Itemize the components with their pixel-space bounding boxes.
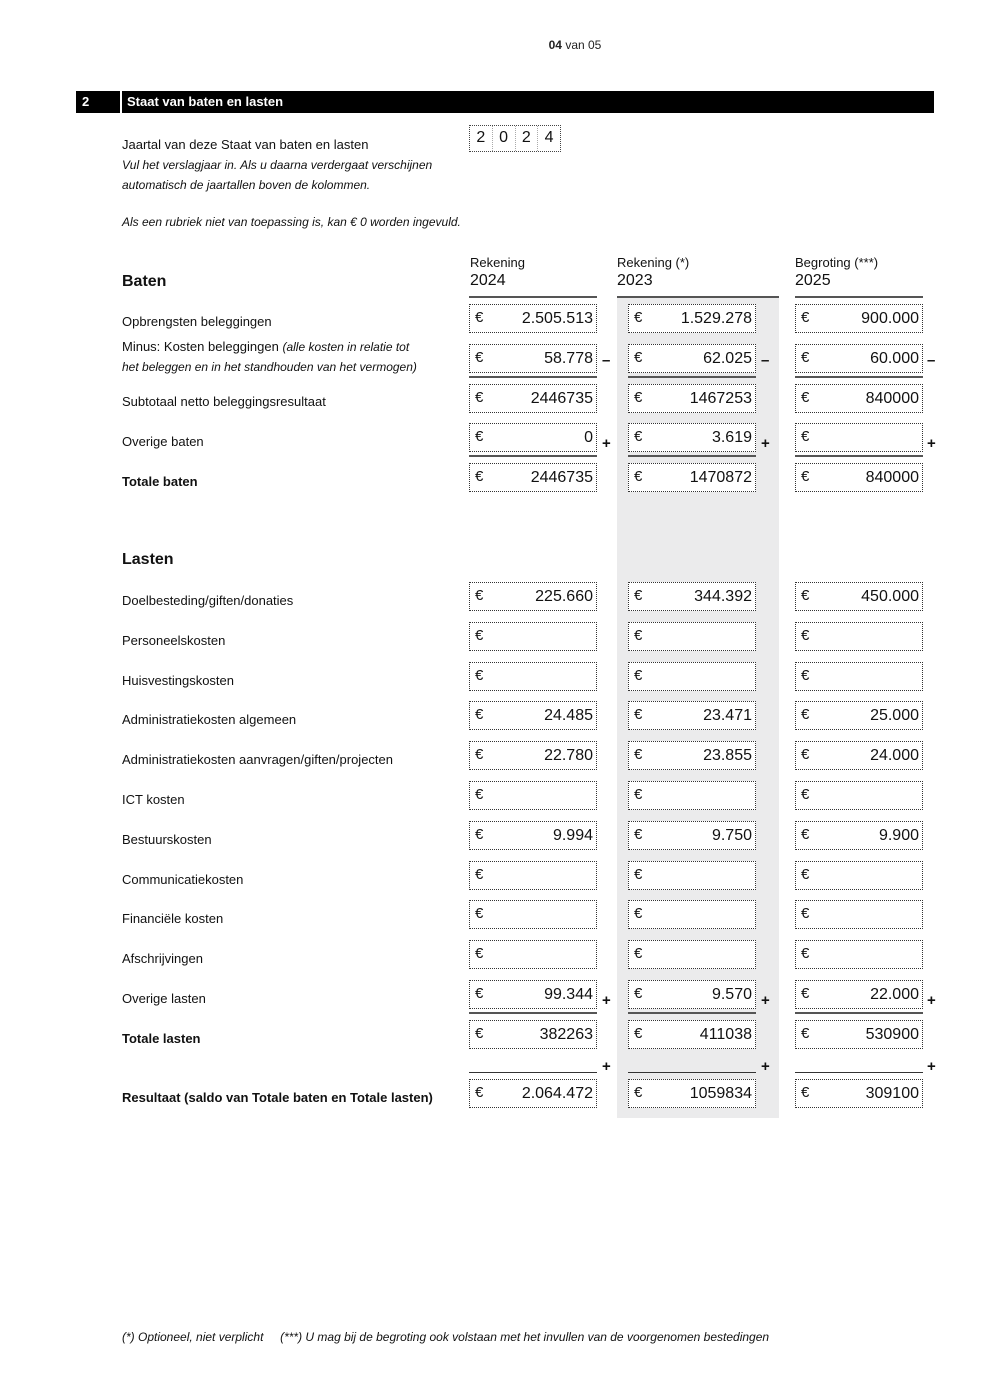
amount-field[interactable]	[795, 463, 923, 492]
amount-field[interactable]	[795, 344, 923, 373]
sum-rule	[628, 376, 756, 378]
amount-field[interactable]	[795, 861, 923, 890]
year-label: Jaartal van deze Staat van baten en lasten	[122, 137, 369, 152]
euro-symbol: €	[634, 1084, 643, 1101]
euro-symbol: €	[634, 468, 643, 485]
euro-symbol: €	[475, 746, 484, 763]
amount-field[interactable]	[628, 1020, 756, 1049]
amount-value[interactable]: 840000	[865, 469, 919, 486]
row-label	[122, 870, 243, 890]
section-divider	[120, 91, 122, 113]
amount-field[interactable]	[469, 1079, 597, 1108]
euro-symbol: €	[634, 428, 643, 445]
euro-symbol: €	[634, 746, 643, 763]
amount-field[interactable]	[628, 423, 756, 452]
row-label	[122, 750, 393, 770]
row-label	[122, 392, 326, 412]
lasten-title: Lasten	[122, 551, 174, 568]
euro-symbol: €	[634, 706, 643, 723]
row-label	[122, 790, 185, 810]
minus-operator: –	[602, 352, 611, 369]
amount-field[interactable]	[469, 463, 597, 492]
amount-field[interactable]	[628, 1079, 756, 1108]
amount-value[interactable]: 9.750	[711, 827, 752, 844]
amount-value[interactable]: 1.529.278	[680, 310, 752, 327]
plus-operator: +	[602, 435, 611, 452]
euro-symbol: €	[634, 826, 643, 843]
amount-value[interactable]: 1059834	[689, 1085, 752, 1102]
amount-field[interactable]	[469, 741, 597, 770]
amount-value[interactable]: 530900	[865, 1026, 919, 1043]
euro-symbol: €	[475, 349, 484, 366]
euro-symbol: €	[634, 786, 643, 803]
amount-value[interactable]: 22.780	[544, 747, 593, 764]
amount-field[interactable]	[795, 622, 923, 651]
euro-symbol: €	[801, 1084, 810, 1101]
euro-symbol: €	[475, 826, 484, 843]
section-title: Staat van baten en lasten	[127, 94, 284, 109]
euro-symbol: €	[475, 985, 484, 1002]
amount-field[interactable]	[628, 900, 756, 929]
euro-symbol: €	[475, 1025, 484, 1042]
amount-field[interactable]	[469, 900, 597, 929]
amount-field[interactable]	[795, 384, 923, 413]
amount-field[interactable]	[795, 662, 923, 691]
row-label-text: Financiële kosten	[122, 911, 224, 926]
row-label-text: Resultaat (saldo van Totale baten en Totale lasten)	[122, 1090, 433, 1105]
year-intro	[122, 135, 432, 195]
row-label	[122, 830, 212, 850]
euro-symbol: €	[475, 706, 484, 723]
amount-field[interactable]	[469, 821, 597, 850]
column-rule	[469, 296, 597, 298]
amount-field[interactable]	[795, 1079, 923, 1108]
row-label	[122, 989, 206, 1009]
amount-value[interactable]: 23.471	[703, 707, 752, 724]
row-label	[122, 710, 296, 730]
amount-field[interactable]	[469, 781, 597, 810]
amount-field[interactable]	[469, 980, 597, 1009]
amount-field[interactable]	[628, 741, 756, 770]
euro-symbol: €	[475, 389, 484, 406]
euro-symbol: €	[801, 587, 810, 604]
plus-operator: +	[761, 435, 770, 452]
amount-field[interactable]	[628, 980, 756, 1009]
euro-symbol: €	[475, 468, 484, 485]
amount-value[interactable]: 60.000	[870, 350, 919, 367]
footnote-optional: (*) Optioneel, niet verplicht	[122, 1330, 264, 1344]
row-label	[122, 909, 223, 929]
amount-field[interactable]	[628, 781, 756, 810]
amount-field[interactable]	[795, 821, 923, 850]
amount-field[interactable]	[469, 940, 597, 969]
section-number: 2	[82, 94, 90, 109]
amount-value[interactable]: 225.660	[535, 588, 593, 605]
euro-symbol: €	[634, 1025, 643, 1042]
total-rule	[469, 1072, 597, 1073]
row-label-note: (alle kosten in relatie tot	[282, 340, 410, 354]
euro-symbol: €	[475, 428, 484, 445]
row-label-note: het beleggen en in het standhouden van het vermogen)	[122, 360, 417, 374]
year-digit[interactable]: 0	[493, 126, 516, 151]
euro-symbol: €	[475, 309, 484, 326]
row-label-text: Overige lasten	[122, 991, 206, 1006]
amount-value[interactable]: 24.485	[544, 707, 593, 724]
euro-symbol: €	[475, 945, 484, 962]
plus-operator: +	[602, 1058, 611, 1075]
amount-field[interactable]	[469, 861, 597, 890]
euro-symbol: €	[801, 309, 810, 326]
amount-field[interactable]	[469, 344, 597, 373]
amount-field[interactable]	[628, 861, 756, 890]
amount-value[interactable]: 9.994	[552, 827, 593, 844]
row-label	[122, 432, 204, 452]
row-label	[122, 671, 234, 691]
plus-operator: +	[927, 435, 936, 452]
column-label: Begroting (***)	[795, 255, 879, 270]
euro-symbol: €	[634, 627, 643, 644]
amount-value[interactable]: 382263	[539, 1026, 593, 1043]
row-label	[122, 337, 417, 377]
amount-value[interactable]: 411038	[699, 1026, 752, 1043]
euro-symbol: €	[634, 667, 643, 684]
year-help-1: Vul het verslagjaar in. Als u daarna verdergaat verschijnen	[122, 158, 433, 172]
euro-symbol: €	[801, 746, 810, 763]
row-label	[122, 1029, 201, 1049]
row-label-text: Communicatiekosten	[122, 872, 244, 887]
amount-value[interactable]: 9.900	[878, 827, 919, 844]
sum-rule	[795, 376, 923, 378]
minus-operator: –	[761, 352, 770, 369]
amount-field[interactable]	[795, 701, 923, 730]
footnote-begroting: (***) U mag bij de begroting ook volstaan met het invullen van de voorgenomen bestedingen	[280, 1330, 770, 1344]
row-label-text: Huisvestingskosten	[122, 673, 234, 688]
column-label: Rekening (*)	[617, 255, 690, 270]
euro-symbol: €	[634, 905, 643, 922]
row-label	[122, 631, 225, 651]
sum-rule	[469, 1012, 597, 1014]
section-header	[76, 91, 934, 113]
amount-field[interactable]	[795, 940, 923, 969]
zero-note: Als een rubriek niet van toepassing is, kan € 0 worden ingevuld.	[122, 215, 461, 229]
amount-value[interactable]: 900.000	[861, 310, 919, 327]
plus-operator: +	[602, 992, 611, 1009]
row-label-text: Administratiekosten algemeen	[122, 712, 297, 727]
euro-symbol: €	[801, 468, 810, 485]
plus-operator: +	[761, 1058, 770, 1075]
amount-field[interactable]	[469, 304, 597, 333]
sum-rule	[469, 376, 597, 378]
row-label-text: Subtotaal netto beleggingsresultaat	[122, 394, 326, 409]
page-current: 04	[548, 38, 562, 52]
column-year: 2025	[795, 272, 831, 289]
sum-rule	[469, 455, 597, 457]
amount-field[interactable]	[795, 304, 923, 333]
amount-field[interactable]	[628, 344, 756, 373]
amount-field[interactable]	[628, 582, 756, 611]
column-header-begroting-2025	[795, 255, 878, 290]
amount-value[interactable]: 1467253	[689, 390, 752, 407]
minus-operator: –	[927, 352, 936, 369]
row-label-text: Totale lasten	[122, 1031, 201, 1046]
amount-value[interactable]: 23.855	[703, 747, 752, 764]
year-help-2: automatisch de jaartallen boven de kolommen.	[122, 178, 371, 192]
amount-field[interactable]	[628, 940, 756, 969]
amount-value[interactable]: 2.505.513	[521, 310, 593, 327]
euro-symbol: €	[475, 667, 484, 684]
euro-symbol: €	[475, 1084, 484, 1101]
column-header-rekening-2023	[617, 255, 689, 290]
row-label	[122, 312, 272, 332]
total-rule	[795, 1072, 923, 1073]
amount-field[interactable]	[469, 622, 597, 651]
euro-symbol: €	[801, 786, 810, 803]
euro-symbol: €	[801, 945, 810, 962]
total-rule	[628, 1072, 756, 1073]
euro-symbol: €	[634, 985, 643, 1002]
amount-field[interactable]	[795, 980, 923, 1009]
euro-symbol: €	[801, 349, 810, 366]
euro-symbol: €	[801, 389, 810, 406]
amount-field[interactable]	[469, 582, 597, 611]
column-year: 2024	[470, 272, 506, 289]
amount-field[interactable]	[469, 701, 597, 730]
year-input[interactable]	[469, 125, 561, 152]
amount-value[interactable]: 2446735	[530, 469, 593, 486]
euro-symbol: €	[634, 945, 643, 962]
sum-rule	[795, 455, 923, 457]
euro-symbol: €	[634, 587, 643, 604]
amount-value[interactable]: 840000	[865, 390, 919, 407]
amount-field[interactable]	[628, 821, 756, 850]
euro-symbol: €	[801, 706, 810, 723]
column-rule	[795, 296, 923, 298]
amount-field[interactable]	[795, 781, 923, 810]
plus-operator: +	[927, 992, 936, 1009]
amount-value[interactable]: 3.619	[711, 429, 752, 446]
row-label-text: Doelbesteding/giften/donaties	[122, 593, 294, 608]
sum-rule	[795, 1012, 923, 1014]
year-digit[interactable]: 2	[516, 126, 539, 151]
column-year: 2023	[617, 272, 653, 289]
amount-value[interactable]: 62.025	[703, 350, 752, 367]
amount-value[interactable]: 9.570	[711, 986, 752, 1003]
euro-symbol: €	[634, 866, 643, 883]
row-label-text: Personeelskosten	[122, 633, 226, 648]
euro-symbol: €	[634, 309, 643, 326]
euro-symbol: €	[475, 866, 484, 883]
amount-field[interactable]	[795, 741, 923, 770]
euro-symbol: €	[801, 627, 810, 644]
amount-value[interactable]: 1470872	[689, 469, 752, 486]
euro-symbol: €	[475, 587, 484, 604]
amount-field[interactable]	[795, 1020, 923, 1049]
euro-symbol: €	[475, 786, 484, 803]
page-total: van 05	[565, 38, 602, 52]
column-header-rekening-2024	[470, 255, 525, 290]
amount-value[interactable]: 22.000	[870, 986, 919, 1003]
row-label	[122, 949, 203, 969]
column-label: Rekening	[470, 255, 525, 270]
year-digit[interactable]: 4	[544, 129, 554, 146]
year-digit[interactable]: 2	[470, 126, 493, 151]
row-label-text: Afschrijvingen	[122, 951, 203, 966]
amount-field[interactable]	[628, 463, 756, 492]
sum-rule	[628, 455, 756, 457]
row-label-text: Totale baten	[122, 474, 198, 489]
amount-value[interactable]: 99.344	[544, 986, 593, 1003]
amount-value[interactable]: 2.064.472	[521, 1085, 593, 1102]
amount-field[interactable]	[795, 423, 923, 452]
amount-field[interactable]	[469, 1020, 597, 1049]
amount-value[interactable]: 25.000	[870, 707, 919, 724]
amount-value[interactable]: 309100	[865, 1085, 919, 1102]
amount-field[interactable]	[628, 662, 756, 691]
plus-operator: +	[927, 1058, 936, 1075]
euro-symbol: €	[634, 349, 643, 366]
amount-value[interactable]: 58.778	[544, 350, 593, 367]
row-label-text: Bestuurskosten	[122, 832, 212, 847]
amount-value[interactable]: 344.392	[694, 588, 752, 605]
amount-value[interactable]: 2446735	[530, 390, 593, 407]
euro-symbol: €	[801, 985, 810, 1002]
row-label-text: Opbrengsten beleggingen	[122, 314, 272, 329]
euro-symbol: €	[634, 389, 643, 406]
row-label-text: ICT kosten	[122, 792, 185, 807]
euro-symbol: €	[801, 667, 810, 684]
euro-symbol: €	[801, 428, 810, 445]
row-label	[122, 1088, 433, 1108]
column-rule	[617, 296, 779, 298]
euro-symbol: €	[801, 1025, 810, 1042]
row-label-text: Minus: Kosten beleggingen	[122, 339, 283, 354]
plus-operator: +	[761, 992, 770, 1009]
amount-field[interactable]	[628, 701, 756, 730]
sum-rule	[628, 1012, 756, 1014]
euro-symbol: €	[475, 627, 484, 644]
amount-field[interactable]	[795, 900, 923, 929]
page-indicator	[0, 38, 986, 52]
footnotes	[122, 1330, 769, 1344]
amount-field[interactable]	[469, 662, 597, 691]
row-label	[122, 591, 293, 611]
baten-title: Baten	[122, 273, 167, 290]
amount-value[interactable]: 450.000	[861, 588, 919, 605]
amount-field[interactable]	[628, 622, 756, 651]
amount-field[interactable]	[628, 304, 756, 333]
amount-field[interactable]	[469, 384, 597, 413]
euro-symbol: €	[801, 826, 810, 843]
euro-symbol: €	[801, 866, 810, 883]
amount-field[interactable]	[628, 384, 756, 413]
amount-value[interactable]: 24.000	[870, 747, 919, 764]
euro-symbol: €	[801, 905, 810, 922]
row-label	[122, 472, 198, 492]
amount-field[interactable]	[795, 582, 923, 611]
euro-symbol: €	[475, 905, 484, 922]
amount-value[interactable]: 0	[584, 429, 593, 446]
amount-field[interactable]	[469, 423, 597, 452]
row-label-text: Administratiekosten aanvragen/giften/projecten	[122, 752, 393, 767]
row-label-text: Overige baten	[122, 434, 204, 449]
